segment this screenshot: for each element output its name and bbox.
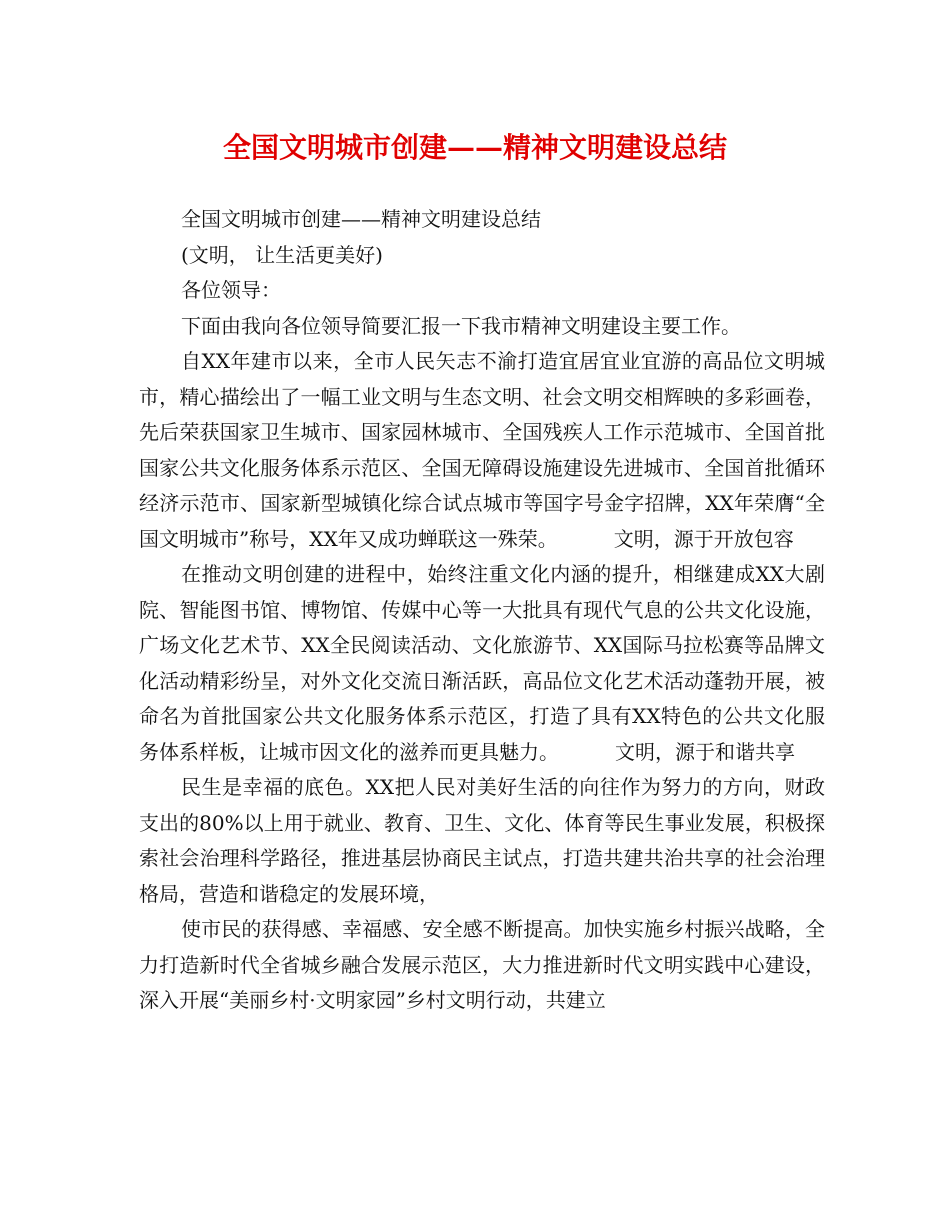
paragraph-4: 使市民的获得感、幸福感、安全感不断提高。加快实施乡村振兴战略，全力打造新时代全省城乡融合发展示范区，大力推进新时代文明实践中心建设，深入开展“美丽乡村·文明家园”乡村文明行动，共建立 bbox=[139, 917, 825, 1012]
page-title: 全国文明城市创建——精神文明建设总结 bbox=[222, 131, 727, 164]
salutation-line: 各位领导： bbox=[181, 278, 281, 302]
intro-paragraph: 下面由我向各位领导简要汇报一下我市精神文明建设主要工作。 bbox=[181, 313, 741, 338]
paragraph-2-text: 在推动文明创建的进程中，始终注重文化内涵的提升，相继建成XX大剧院、智能图书馆、博物馆、传媒中心等一大批具有现代气息的公共文化设施，广场文化艺术节、XX全民阅读活动、文化旅游节、XX国际马拉松赛等品牌文化活动精彩纷呈，对外文化交流日渐活跃，高品位文化艺术活动蓬勃开展，被命名为首批国家公共文化服务体系示范区，打造了具有XX特色的公共文化服务体系样板，让城市因文化的滋养而更具魅力。 bbox=[139, 562, 825, 764]
subtitle-line: 全国文明城市创建——精神文明建设总结 bbox=[181, 207, 541, 231]
section-heading-2: 文明，源于和谐共享 bbox=[615, 739, 795, 764]
paragraph-2 bbox=[139, 557, 825, 770]
paragraph-3: 民生是幸福的底色。XX把人民对美好生活的向往作为努力的方向，财政支出的80%以上用于就业、教育、卫生、文化、体育等民生事业发展，积极探索社会治理科学路径，推进基层协商民主试点，打造共建共治共享的社会治理格局，营造和谐稳定的发展环境， bbox=[139, 775, 825, 906]
document-body bbox=[139, 202, 825, 1019]
paragraph-1-text: 自XX年建市以来，全市人民矢志不渝打造宜居宜业宜游的高品位文明城市，精心描绘出了一幅工业文明与生态文明、社会文明交相辉映的多彩画卷，先后荣获国家卫生城市、国家园林城市、全国残疾人工作示范城市、全国首批国家公共文化服务体系示范区、全国无障碍设施建设先进城市、全国首批循环经济示范市、国家新型城镇化综合试点城市等国字号金字招牌，XX年荣膺“全国文明城市”称号，XX年又成功蝉联这一殊荣。 bbox=[139, 349, 825, 551]
section-heading-1: 文明，源于开放包容 bbox=[613, 526, 794, 551]
slogan-line: (文明， 让生活更美好) bbox=[181, 242, 383, 267]
paragraph-1 bbox=[139, 344, 825, 557]
